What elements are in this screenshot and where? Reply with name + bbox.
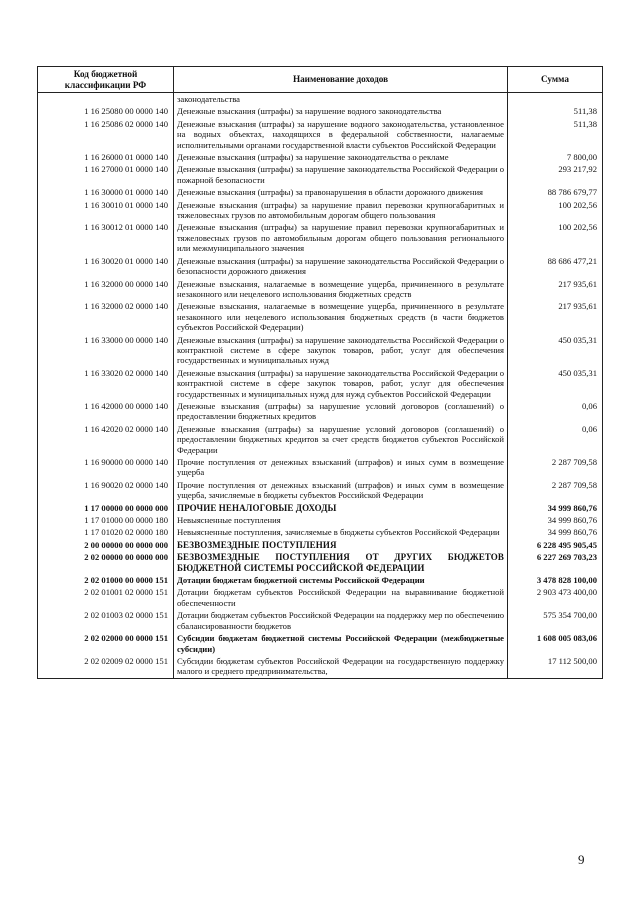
table-row (38, 255, 603, 278)
sum-cell: 0,06 (508, 400, 603, 423)
sum-cell: 2 287 709,58 (508, 456, 603, 479)
name-cell: БЕЗВОЗМЕЗДНЫЕ ПОСТУПЛЕНИЯ (174, 539, 508, 551)
name-cell: Денежные взыскания (штрафы) за нарушение законодательства Российской Федерации о безопасности дорожного движения (174, 255, 508, 278)
code-cell: 1 17 00000 00 0000 000 (38, 502, 174, 514)
code-cell: 1 16 25080 00 0000 140 (38, 105, 174, 117)
name-cell: Денежные взыскания (штрафы) за нарушение законодательства Российской Федерации о контрактной системе в сфере закупок товаров, работ, услуг для обеспечения государственных и муниципальных нужд для нужд субъектов Российской Федерации (174, 367, 508, 400)
sum-cell: 511,38 (508, 105, 603, 117)
code-cell: 1 16 32000 00 0000 140 (38, 278, 174, 301)
name-cell: Дотации бюджетам субъектов Российской Федерации на поддержку мер по обеспечению сбалансированности бюджетов (174, 609, 508, 632)
budget-income-table (37, 66, 603, 679)
code-cell: 1 16 30010 01 0000 140 (38, 199, 174, 222)
sum-cell: 88 786 679,77 (508, 186, 603, 198)
sum-cell: 293 217,92 (508, 163, 603, 186)
sum-cell: 34 999 860,76 (508, 526, 603, 538)
header-sum: Сумма (508, 67, 603, 93)
code-cell: 1 17 01020 02 0000 180 (38, 526, 174, 538)
name-cell: БЕЗВОЗМЕЗДНЫЕ ПОСТУПЛЕНИЯ ОТ ДРУГИХ БЮДЖЕТОВ БЮДЖЕТНОЙ СИСТЕМЫ РОССИЙСКОЙ ФЕДЕРАЦИИ (174, 551, 508, 574)
sum-cell: 575 354 700,00 (508, 609, 603, 632)
table-row (38, 186, 603, 198)
name-cell: Денежные взыскания (штрафы) за нарушение водного законодательства, установленное на водных объектах, находящихся в федеральной собственности, налагаемые исполнительными органами государственной власти субъектов Российской Федерации (174, 118, 508, 151)
name-cell: Денежные взыскания (штрафы) за нарушение законодательства Российской Федерации о контрактной системе в сфере закупок товаров, работ, услуг для обеспечения государственных и муниципальных нужд (174, 334, 508, 367)
code-cell: 1 16 26000 01 0000 140 (38, 151, 174, 163)
code-cell: 2 00 00000 00 0000 000 (38, 539, 174, 551)
table-header-row (38, 67, 603, 93)
code-cell: 1 16 90000 00 0000 140 (38, 456, 174, 479)
table-row (38, 609, 603, 632)
table-row (38, 400, 603, 423)
sum-cell: 217 935,61 (508, 278, 603, 301)
table-row (38, 151, 603, 163)
name-cell: Дотации бюджетам субъектов Российской Федерации на выравнивание бюджетной обеспеченности (174, 586, 508, 609)
code-cell: 1 16 33000 00 0000 140 (38, 334, 174, 367)
table-row (38, 456, 603, 479)
table-row (38, 105, 603, 117)
table-row (38, 655, 603, 678)
header-code: Код бюджетной классификации РФ (38, 67, 174, 93)
name-cell: Денежные взыскания (штрафы) за нарушение условий договоров (соглашений) о предоставлении бюджетных кредитов за счет средств бюджетов субъектов Российской Федерации (174, 423, 508, 456)
table-row (38, 574, 603, 586)
sum-cell: 2 903 473 400,00 (508, 586, 603, 609)
sum-cell: 450 035,31 (508, 334, 603, 367)
name-cell: законодательства (174, 93, 508, 106)
code-cell: 2 02 01000 00 0000 151 (38, 574, 174, 586)
name-cell: Невыясненные поступления (174, 514, 508, 526)
name-cell: Денежные взыскания (штрафы) за нарушение условий договоров (соглашений) о предоставлении бюджетных кредитов (174, 400, 508, 423)
table-row (38, 278, 603, 301)
sum-cell: 1 608 005 083,06 (508, 632, 603, 655)
name-cell: Денежные взыскания (штрафы) за правонарушения в области дорожного движения (174, 186, 508, 198)
sum-cell: 6 227 269 703,23 (508, 551, 603, 574)
table-row (38, 423, 603, 456)
sum-cell: 34 999 860,76 (508, 514, 603, 526)
table-row (38, 199, 603, 222)
name-cell: Денежные взыскания (штрафы) за нарушение водного законодательства (174, 105, 508, 117)
code-cell: 2 02 00000 00 0000 000 (38, 551, 174, 574)
name-cell: Денежные взыскания (штрафы) за нарушение правил перевозки крупногабаритных и тяжеловесных грузов по автомобильным дорогам общего пользования регионального или межмуниципального значения (174, 221, 508, 254)
sum-cell: 2 287 709,58 (508, 479, 603, 502)
table-row (38, 221, 603, 254)
code-cell: 1 16 42000 00 0000 140 (38, 400, 174, 423)
name-cell: Прочие поступления от денежных взысканий (штрафов) и иных сумм в возмещение ущерба, зачисляемые в бюджеты субъектов Российской Федерации (174, 479, 508, 502)
name-cell: Дотации бюджетам бюджетной системы Российской Федерации (174, 574, 508, 586)
table-row (38, 118, 603, 151)
table-row (38, 300, 603, 333)
sum-cell: 100 202,56 (508, 221, 603, 254)
table-row (38, 526, 603, 538)
table-row (38, 367, 603, 400)
sum-cell: 0,06 (508, 423, 603, 456)
name-cell: Денежные взыскания, налагаемые в возмещение ущерба, причиненного в результате незаконного или нецелевого использования бюджетных средств (174, 278, 508, 301)
name-cell: Денежные взыскания (штрафы) за нарушение законодательства Российской Федерации о пожарной безопасности (174, 163, 508, 186)
table-row (38, 586, 603, 609)
sum-cell: 6 228 495 905,45 (508, 539, 603, 551)
table-row (38, 551, 603, 574)
code-cell (38, 93, 174, 106)
table-row (38, 93, 603, 106)
table-body (38, 93, 603, 679)
code-cell: 1 16 25086 02 0000 140 (38, 118, 174, 151)
sum-cell: 34 999 860,76 (508, 502, 603, 514)
table-row (38, 334, 603, 367)
table-row (38, 514, 603, 526)
name-cell: Денежные взыскания, налагаемые в возмещение ущерба, причиненного в результате незаконного или нецелевого использования бюджетных средств (в части бюджетов субъектов Российской Федерации) (174, 300, 508, 333)
sum-cell: 88 686 477,21 (508, 255, 603, 278)
code-cell: 2 02 02000 00 0000 151 (38, 632, 174, 655)
name-cell: ПРОЧИЕ НЕНАЛОГОВЫЕ ДОХОДЫ (174, 502, 508, 514)
sum-cell: 217 935,61 (508, 300, 603, 333)
sum-cell: 511,38 (508, 118, 603, 151)
code-cell: 2 02 01001 02 0000 151 (38, 586, 174, 609)
code-cell: 1 16 32000 02 0000 140 (38, 300, 174, 333)
table-row (38, 479, 603, 502)
sum-cell: 7 800,00 (508, 151, 603, 163)
code-cell: 1 17 01000 00 0000 180 (38, 514, 174, 526)
sum-cell: 17 112 500,00 (508, 655, 603, 678)
name-cell: Денежные взыскания (штрафы) за нарушение законодательства о рекламе (174, 151, 508, 163)
code-cell: 1 16 30000 01 0000 140 (38, 186, 174, 198)
code-cell: 2 02 02009 02 0000 151 (38, 655, 174, 678)
sum-cell: 3 478 828 100,00 (508, 574, 603, 586)
code-cell: 1 16 30020 01 0000 140 (38, 255, 174, 278)
name-cell: Прочие поступления от денежных взысканий (штрафов) и иных сумм в возмещение ущерба (174, 456, 508, 479)
code-cell: 1 16 33020 02 0000 140 (38, 367, 174, 400)
table-row (38, 632, 603, 655)
name-cell: Невыясненные поступления, зачисляемые в бюджеты субъектов Российской Федерации (174, 526, 508, 538)
code-cell: 2 02 01003 02 0000 151 (38, 609, 174, 632)
sum-cell (508, 93, 603, 106)
name-cell: Денежные взыскания (штрафы) за нарушение правил перевозки крупногабаритных и тяжеловесных грузов по автомобильным дорогам общего пользования (174, 199, 508, 222)
page-number: 9 (578, 852, 585, 867)
sum-cell: 450 035,31 (508, 367, 603, 400)
table-row (38, 502, 603, 514)
name-cell: Субсидии бюджетам бюджетной системы Российской Федерации (межбюджетные субсидии) (174, 632, 508, 655)
code-cell: 1 16 90020 02 0000 140 (38, 479, 174, 502)
code-cell: 1 16 27000 01 0000 140 (38, 163, 174, 186)
name-cell: Субсидии бюджетам субъектов Российской Федерации на государственную поддержку малого и среднего предпринимательства, (174, 655, 508, 678)
table-row (38, 163, 603, 186)
header-name: Наименование доходов (174, 67, 508, 93)
code-cell: 1 16 30012 01 0000 140 (38, 221, 174, 254)
table-row (38, 539, 603, 551)
code-cell: 1 16 42020 02 0000 140 (38, 423, 174, 456)
sum-cell: 100 202,56 (508, 199, 603, 222)
